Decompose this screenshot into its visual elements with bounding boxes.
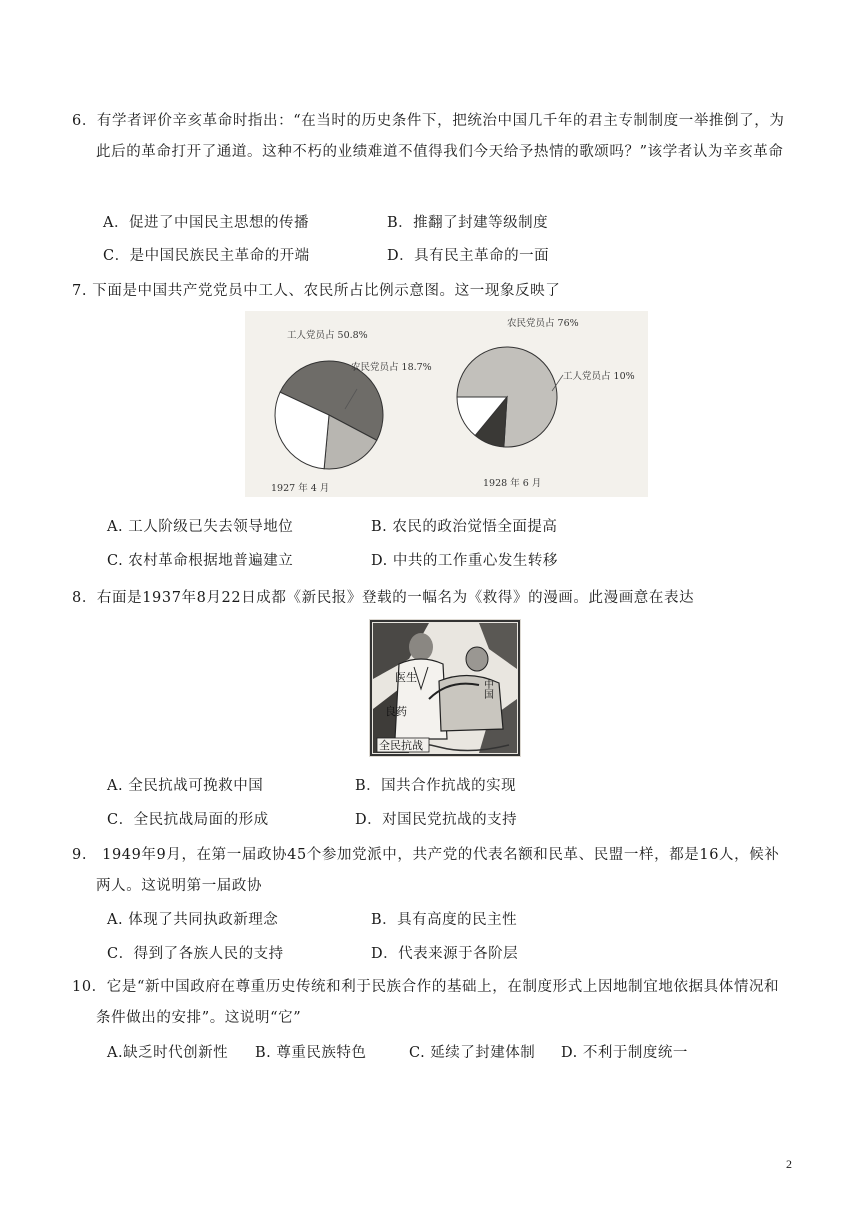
pie-1927-label-peasants: 农民党员占 18.7% (351, 362, 432, 373)
question-6 (72, 106, 792, 168)
option-8d: D．对国民党抗战的支持 (355, 812, 518, 828)
pie-1928 (457, 347, 557, 447)
cartoon-label-resistance: 全民抗战 (379, 739, 423, 752)
pie-1927-caption: 1927 年 4 月 (271, 483, 330, 494)
option-9b: B．具有高度的民主性 (371, 912, 518, 928)
question-9-stem: 9. 1949年9月，在第一届政协45个参加党派中，共产党的代表名额和民革、民盟一样，都是16人，候补两人。这说明第一届政协 (72, 847, 780, 894)
option-9a: A. 体现了共同执政新理念 (107, 912, 279, 928)
question-9 (72, 840, 792, 902)
option-10a: A.缺乏时代创新性 (107, 1045, 229, 1061)
option-8c: C．全民抗战局面的形成 (107, 812, 269, 828)
option-9d: D．代表来源于各阶层 (371, 946, 519, 962)
cartoon-label-doctor: 医生 (395, 671, 417, 684)
option-6d: D．具有民主革命的一面 (387, 248, 550, 264)
option-7a: A. 工人阶级已失去领导地位 (107, 519, 294, 535)
question-6-stem: 6．有学者评价辛亥革命时指出：“在当时的历史条件下，把统治中国几千年的君主专制制度一举推倒了，为此后的革命打开了通道。这种不朽的业绩难道不值得我们今天给予热情的歌颂吗？”该学者认为辛亥革命 (72, 113, 785, 160)
option-6b: B．推翻了封建等级制度 (387, 215, 549, 231)
option-8a: A. 全民抗战可挽救中国 (107, 778, 264, 794)
option-6a: A．促进了中国民主思想的传播 (103, 215, 309, 231)
question-7-stem: 7. 下面是中国共产党党员中工人、农民所占比例示意图。这一现象反映了 (72, 283, 561, 299)
question-10-stem: 10．它是“新中国政府在尊重历史传统和利于民族合作的基础上，在制度形式上因地制宜地依据具体情况和条件做出的安排”。这说明“它” (72, 979, 780, 1026)
question-7 (72, 276, 792, 307)
question-8 (72, 583, 792, 614)
option-10c: C. 延续了封建体制 (409, 1045, 536, 1061)
pie-1928-caption: 1928 年 6 月 (483, 478, 542, 489)
question-8-stem: 8．右面是1937年8月22日成都《新民报》登载的一幅名为《救得》的漫画。此漫画意在表达 (72, 590, 695, 606)
pie-1928-label-peasants: 农民党员占 76% (507, 318, 579, 329)
pie-1927 (275, 361, 383, 469)
pie-charts (245, 311, 648, 497)
cartoon-label-china: 中国 (481, 679, 493, 699)
cartoon-image (369, 619, 521, 757)
option-7b: B. 农民的政治觉悟全面提高 (371, 519, 558, 535)
option-6c: C．是中国民族民主革命的开端 (103, 248, 310, 264)
option-10d: D. 不利于制度统一 (561, 1045, 688, 1061)
cartoon-label-medicine: 良药 (385, 705, 407, 718)
pie-1927-label-workers: 工人党员占 50.8% (287, 330, 368, 341)
option-9c: C．得到了各族人民的支持 (107, 946, 284, 962)
page-number: 2 (786, 1157, 792, 1171)
option-7c: C. 农村革命根据地普遍建立 (107, 553, 294, 569)
option-10b: B. 尊重民族特色 (255, 1045, 367, 1061)
option-7d: D. 中共的工作重心发生转移 (371, 553, 558, 569)
cartoon-figure (369, 619, 521, 757)
pie-charts-figure (245, 311, 648, 497)
option-8b: B．国共合作抗战的实现 (355, 778, 517, 794)
pie-1928-label-workers: 工人党员占 10% (563, 371, 635, 382)
question-10 (72, 972, 792, 1034)
